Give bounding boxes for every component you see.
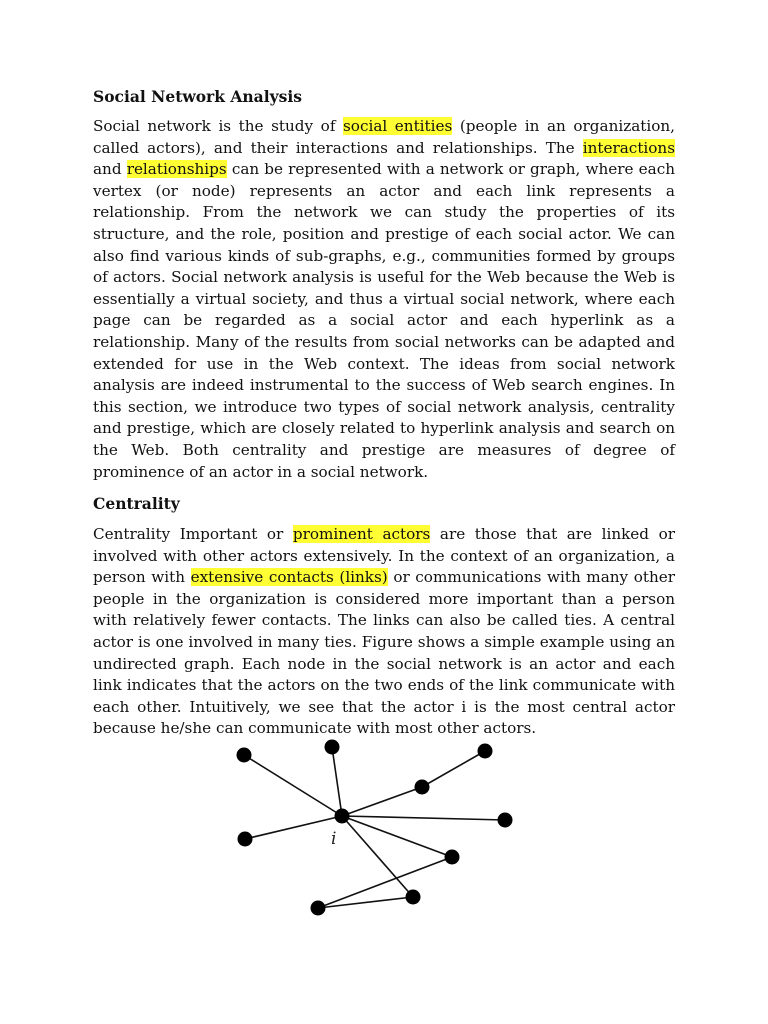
edge-i-to-node-7	[342, 816, 452, 857]
network-graph-figure	[220, 728, 540, 928]
intro-text-part-1: Social network is the study of	[93, 117, 344, 135]
highlight-prominent-actors: prominent actors	[292, 525, 431, 544]
node-8	[406, 890, 421, 905]
node-5	[498, 813, 513, 828]
node-2	[325, 740, 340, 755]
centrality-text-part-2: are those that are linked or involved with other actors extensively. In the context of an organization, a person with	[93, 525, 675, 587]
node-i	[335, 809, 350, 824]
node-1	[237, 748, 252, 763]
highlight-interactions: interactions	[582, 138, 675, 157]
node-9	[311, 901, 326, 916]
intro-text-part-3: and	[93, 160, 127, 179]
edge-i-to-node-6	[245, 816, 342, 839]
edge-i-to-node-1	[244, 755, 342, 816]
section-heading-centrality: Centrality	[93, 494, 180, 514]
intro-text-part-2: (people in an organization, called actors), and their interactions and relationships. The	[93, 117, 675, 157]
edge-i-to-node-5	[342, 816, 505, 820]
intro-text-part-4: can be represented with a network or graph, where each vertex (or node) represents an actor and each link represents a relationship. From the network we can study the properties of its structure, and the role, position and prestige of each social actor. We can also find various kinds of sub-graphs, e.g., communities formed by groups of actors. Social network analysis is useful for the Web because the Web is essentially a virtual society, and thus a virtual social network, where each page can be regarded as a social actor and each hyperlink as a relationship. Many of the results from social networks can be adapted and extended for use in the Web context. The ideas from social network analysis are indeed instrumental to the success of Web search engines. In this section, we introduce two types of social network analysis, centrality and prestige, which are closely related to hyperlink analysis and search on the Web. Both centrality and prestige are measures of degree of prominence of an actor in a social network.	[93, 160, 675, 481]
centrality-text-part-3: or communications with many other people in the organization is considered more important than a person with relatively fewer contacts. The links can also be called ties. A central actor is one involved in many ties. Figure shows a simple example using an undirected graph. Each node in the social network is an actor and each link indicates that the actors on the two ends of the link communicate with each other. Intuitively, we see that the actor i is the most central actor because he/she can communicate with most other actors.	[93, 568, 675, 738]
node-3	[415, 780, 430, 795]
node-6	[238, 832, 253, 847]
node-7	[445, 850, 460, 865]
document-body	[93, 86, 675, 740]
centrality-paragraph	[93, 524, 675, 740]
network-graph-svg	[220, 728, 540, 928]
node-i-label: i	[331, 829, 337, 849]
highlight-extensive-contacts: extensive contacts (links)	[190, 568, 388, 587]
node-4	[478, 744, 493, 759]
centrality-text-part-1: Centrality Important or	[93, 525, 293, 544]
highlight-social-entities: social entities	[343, 117, 453, 135]
section-heading-social-network-analysis: Social Network Analysis	[93, 87, 302, 106]
edge-i-to-node-3	[342, 787, 422, 816]
edge-i-to-node-2	[332, 747, 342, 816]
highlight-relationships: relationships	[126, 160, 227, 179]
graph-edges	[244, 747, 505, 908]
intro-paragraph	[93, 116, 675, 483]
edge-node-3-to-node-4	[422, 751, 485, 787]
